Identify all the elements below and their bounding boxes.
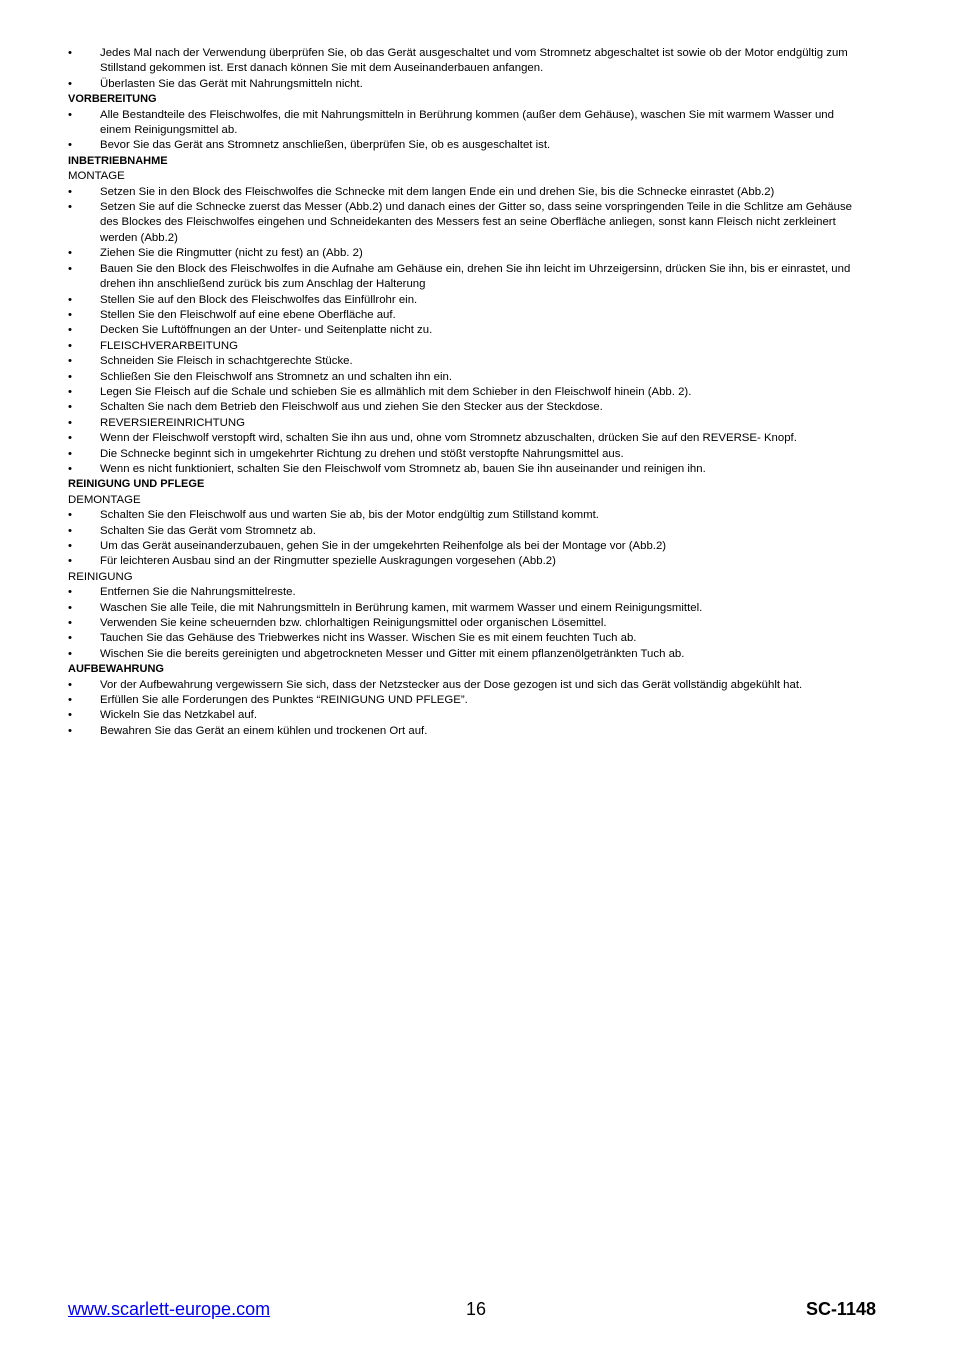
bullet-icon: • xyxy=(68,139,72,152)
list-item-text: Schneiden Sie Fleisch in schachtgerechte Stücke. xyxy=(100,355,353,368)
list-item xyxy=(68,385,864,400)
bullet-icon: • xyxy=(68,432,72,445)
list-item-text: Für leichteren Ausbau sind an der Ringmutter spezielle Auskragungen vorgesehen (Abb.2) xyxy=(100,555,556,568)
list-item xyxy=(68,616,864,631)
bullet-icon: • xyxy=(68,47,72,59)
list-item-text: Schalten Sie den Fleischwolf aus und warten Sie ab, bis der Motor endgültig zum Stillstand kommt. xyxy=(100,509,599,522)
list-item-text: Legen Sie Fleisch auf die Schale und schieben Sie es allmählich mit dem Schieber in den Fleischwolf hinein (Abb. 2). xyxy=(100,385,692,398)
list-item-text: Überlasten Sie das Gerät mit Nahrungsmitteln nicht. xyxy=(100,77,363,90)
list-item xyxy=(68,400,864,415)
list-item xyxy=(68,416,864,431)
page-footer xyxy=(68,1299,876,1325)
bullet-icon: • xyxy=(68,601,72,614)
list-item xyxy=(68,246,864,261)
subsection-label: REINIGUNG xyxy=(68,570,133,583)
list-item xyxy=(68,462,864,477)
bullet-icon: • xyxy=(68,324,72,337)
bullet-icon: • xyxy=(68,77,72,90)
list-item-text: Erfüllen Sie alle Forderungen des Punktes “REINIGUNG UND PFLEGE”. xyxy=(100,694,468,707)
subsection-label: MONTAGE xyxy=(68,170,125,183)
page-number: 16 xyxy=(466,1299,487,1319)
list-item-text: FLEISCHVERARBEITUNG xyxy=(100,339,238,352)
section-heading: VORBEREITUNG xyxy=(68,93,157,106)
list-item-text: Waschen Sie alle Teile, die mit Nahrungsmitteln in Berührung kamen, mit warmem Wasser und einem Reinigungsmittel. xyxy=(100,601,703,614)
list-item-text: Schalten Sie nach dem Betrieb den Fleischwolf aus und ziehen Sie den Stecker aus der Steckdose. xyxy=(100,401,603,414)
list-item xyxy=(68,554,864,569)
bullet-icon: • xyxy=(68,647,72,660)
list-item xyxy=(68,354,864,369)
list-item xyxy=(68,447,864,462)
list-item-text: Alle Bestandteile des Fleischwolfes, die mit Nahrungsmitteln in Berührung kommen (außer dem Gehäuse), waschen Sie mit warmem Wasser und einem Reinigungsmittel ab. xyxy=(100,108,834,137)
bullet-icon: • xyxy=(68,385,72,398)
list-item xyxy=(68,508,864,523)
bullet-icon: • xyxy=(68,524,72,537)
list-item xyxy=(68,370,864,385)
list-item-text: Wenn der Fleischwolf verstopft wird, schalten Sie ihn aus und, ohne vom Stromnetz abzuschalten, drücken Sie auf den REVERSE- Knopf. xyxy=(100,432,797,445)
bullet-icon: • xyxy=(68,447,72,460)
list-item xyxy=(68,431,864,446)
list-item xyxy=(68,200,864,246)
bullet-icon: • xyxy=(68,416,72,429)
list-item xyxy=(68,185,864,200)
list-item xyxy=(68,108,864,139)
list-item-text: Die Schnecke beginnt sich in umgekehrter Richtung zu drehen und stößt verstopfte Nahrungsmittel aus. xyxy=(100,447,624,460)
list-item xyxy=(68,631,864,646)
list-item xyxy=(68,293,864,308)
bullet-icon: • xyxy=(68,555,72,568)
list-item-text: Tauchen Sie das Gehäuse des Triebwerkes nicht ins Wasser. Wischen Sie es mit einem feuchten Tuch ab. xyxy=(100,632,637,645)
bullet-icon: • xyxy=(68,462,72,475)
bullet-icon: • xyxy=(68,247,72,260)
list-item xyxy=(68,678,864,693)
list-item xyxy=(68,708,864,723)
list-item-text: Decken Sie Luftöffnungen an der Unter- und Seitenplatte nicht zu. xyxy=(100,324,433,337)
list-item xyxy=(68,524,864,539)
bullet-icon: • xyxy=(68,709,72,722)
model-number: SC-1148 xyxy=(805,1299,876,1319)
subsection-label: DEMONTAGE xyxy=(68,493,141,506)
list-item xyxy=(68,308,864,323)
list-item-text: Um das Gerät auseinanderzubauen, gehen Sie in der umgekehrten Reihenfolge als bei der Montage vor (Abb.2) xyxy=(100,540,667,552)
list-item-text: Schalten Sie das Gerät vom Stromnetz ab. xyxy=(100,524,316,537)
bullet-icon: • xyxy=(68,632,72,645)
list-item xyxy=(68,77,864,92)
bullet-icon: • xyxy=(68,509,72,522)
website-link[interactable]: www.scarlett-europe.com xyxy=(68,1299,271,1319)
list-item xyxy=(68,262,864,293)
manual-text-body xyxy=(68,46,864,739)
list-item-text: Schließen Sie den Fleischwolf ans Stromnetz an und schalten ihn ein. xyxy=(100,370,453,383)
bullet-icon: • xyxy=(68,540,72,552)
list-item xyxy=(68,138,864,153)
list-item-text: Bewahren Sie das Gerät an einem kühlen und trockenen Ort auf. xyxy=(100,724,428,737)
bullet-icon: • xyxy=(68,355,72,368)
bullet-icon: • xyxy=(68,201,72,214)
list-item xyxy=(68,339,864,354)
list-item-text: Verwenden Sie keine scheuernden bzw. chlorhaltigen Reinigungsmittel oder organischen Lösemittel. xyxy=(100,617,607,630)
bullet-icon: • xyxy=(68,694,72,707)
section-heading: REINIGUNG UND PFLEGE xyxy=(68,478,205,491)
list-item-text: Setzen Sie auf die Schnecke zuerst das Messer (Abb.2) und danach eines der Gitter so, dass seine vorspringenden Teile in die Schlitze am Gehäuse des Blockes des Fleischwolfes eingehen und Schneidekanten des Messers fest an seine Oberfläche anliegen, sonst kann Fleisch nicht zerkleinert werden (Abb.2) xyxy=(100,201,852,244)
list-item-text: Wischen Sie die bereits gereinigten und abgetrockneten Messer und Gitter mit einem pflanzenölgetränkten Tuch ab. xyxy=(100,647,685,660)
list-item xyxy=(68,647,864,662)
list-item-text: Stellen Sie den Fleischwolf auf eine ebene Oberfläche auf. xyxy=(100,308,396,321)
bullet-icon: • xyxy=(68,293,72,306)
bullet-icon: • xyxy=(68,617,72,630)
list-item-text: REVERSIEREINRICHTUNG xyxy=(100,416,245,429)
bullet-icon: • xyxy=(68,370,72,383)
list-item xyxy=(68,601,864,616)
list-item-text: Wenn es nicht funktioniert, schalten Sie den Fleischwolf vom Stromnetz ab, bauen Sie ihn auseinander und reinigen ihn. xyxy=(100,462,706,475)
list-item xyxy=(68,323,864,338)
section-heading: INBETRIEBNAHME xyxy=(68,154,168,167)
list-item xyxy=(68,585,864,600)
bullet-icon: • xyxy=(68,185,72,198)
list-item xyxy=(68,539,864,554)
list-item-text: Bevor Sie das Gerät ans Stromnetz anschließen, überprüfen Sie, ob es ausgeschaltet ist. xyxy=(100,139,551,152)
bullet-icon: • xyxy=(68,262,72,275)
list-item xyxy=(68,693,864,708)
list-item xyxy=(68,46,864,77)
bullet-icon: • xyxy=(68,401,72,414)
bullet-icon: • xyxy=(68,678,72,691)
list-item-text: Setzen Sie in den Block des Fleischwolfes die Schnecke mit dem langen Ende ein und drehen Sie, bis die Schnecke einrastet (Abb.2) xyxy=(100,185,775,198)
list-item-text: Vor der Aufbewahrung vergewissern Sie sich, dass der Netzstecker aus der Dose gezogen ist und sich das Gerät vollständig abgekühlt hat. xyxy=(100,678,803,691)
list-item-text: Jedes Mal nach der Verwendung überprüfen Sie, ob das Gerät ausgeschaltet und vom Stromnetz abgeschaltet ist sowie ob der Motor endgültig zum Stillstand gekommen ist. Erst danach können Sie mit dem Auseinanderbauen anfangen. xyxy=(100,47,848,75)
bullet-icon: • xyxy=(68,339,72,352)
list-item-text: Ziehen Sie die Ringmutter (nicht zu fest) an (Abb. 2) xyxy=(100,247,363,260)
list-item-text: Entfernen Sie die Nahrungsmittelreste. xyxy=(100,586,296,599)
list-item-text: Bauen Sie den Block des Fleischwolfes in die Aufnahe am Gehäuse ein, drehen Sie ihn leicht im Uhrzeigersinn, drücken Sie ihn, bis er einrastet, und drehen ihn anschließend zurück bis zum Anschlag der Halterung xyxy=(100,262,851,291)
list-item-text: Wickeln Sie das Netzkabel auf. xyxy=(100,709,258,722)
list-item-text: Stellen Sie auf den Block des Fleischwolfes das Einfüllrohr ein. xyxy=(100,293,418,306)
bullet-icon: • xyxy=(68,586,72,599)
section-heading: AUFBEWAHRUNG xyxy=(68,663,164,676)
bullet-icon: • xyxy=(68,724,72,737)
bullet-icon: • xyxy=(68,308,72,321)
list-item xyxy=(68,724,864,739)
bullet-icon: • xyxy=(68,108,72,121)
